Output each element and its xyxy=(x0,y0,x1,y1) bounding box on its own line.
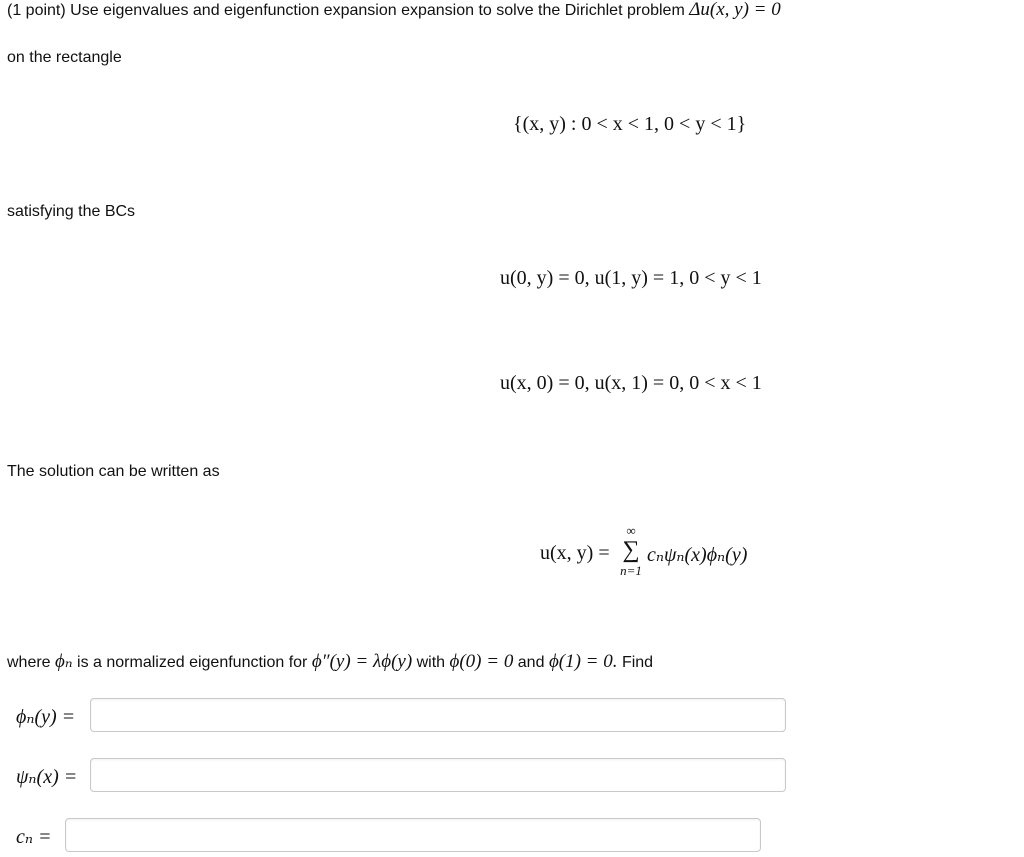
pde-equation: Δu(x, y) = 0 xyxy=(689,0,781,20)
domain-set: {(x, y) : 0 < x < 1, 0 < y < 1} xyxy=(513,113,747,135)
sigma-symbol: ∑ xyxy=(622,537,640,563)
eigen-ode: ϕ″(y) = λϕ(y) xyxy=(311,651,413,672)
find-word: Find xyxy=(621,654,654,671)
phi-bc-left: ϕ(0) = 0 xyxy=(449,651,514,672)
series-lhs: u(x, y) = xyxy=(540,542,610,564)
points-label: (1 point) xyxy=(7,2,66,19)
on-rectangle-text: on the rectangle xyxy=(7,49,122,66)
satisfying-bcs-text: satisfying the BCs xyxy=(7,203,136,220)
answer-row-psi xyxy=(0,758,800,794)
sum-upper-limit: ∞ xyxy=(626,523,636,538)
boundary-condition-x: u(0, y) = 0, u(1, y) = 1, 0 < y < 1 xyxy=(500,267,762,289)
phi-bc-right: ϕ(1) = 0. xyxy=(548,651,618,672)
boundary-condition-y: u(x, 0) = 0, u(x, 1) = 0, 0 < x < 1 xyxy=(500,372,762,394)
solution-text: The solution can be written as xyxy=(7,463,220,480)
with-word: with xyxy=(416,654,446,671)
eigenfunction-description xyxy=(7,652,653,673)
sum-lower-limit: n=1 xyxy=(620,563,642,578)
answer-row-c xyxy=(0,818,800,854)
phi-n-symbol: ϕₙ xyxy=(55,651,73,672)
c-n-input[interactable] xyxy=(65,818,761,852)
eigenfunction-text: is a normalized eigenfunction for xyxy=(77,654,308,671)
and-word: and xyxy=(517,654,545,671)
intro-text: Use eigenvalues and eigenfunction expansion expansion to solve the Dirichlet problem xyxy=(70,2,685,19)
series-summand: cₙψₙ(x)ϕₙ(y) xyxy=(647,544,748,566)
where-word: where xyxy=(7,654,51,671)
answer-row-phi xyxy=(0,698,800,734)
phi-n-label: ϕₙ(y) = xyxy=(16,706,76,728)
psi-n-label: ψₙ(x) = xyxy=(16,766,78,788)
c-n-label: cₙ = xyxy=(16,826,52,848)
psi-n-input[interactable] xyxy=(90,758,786,792)
phi-n-input[interactable] xyxy=(90,698,786,732)
series-formula xyxy=(540,524,760,588)
problem-intro xyxy=(7,0,781,21)
summation xyxy=(619,524,643,579)
